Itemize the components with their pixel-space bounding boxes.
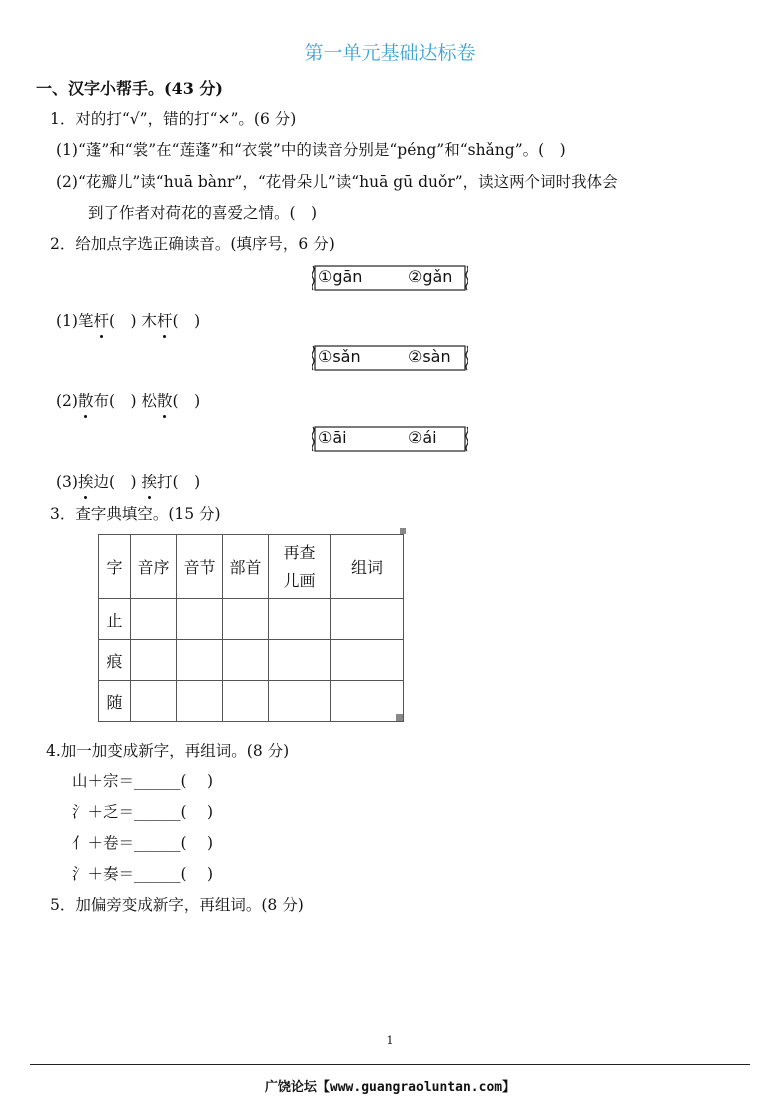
question-4-stem: 4.加一加变成新字，再组词。(8 分) [46, 742, 290, 760]
row-text: (1)笔 [56, 312, 94, 330]
dotted-char: 挨 [78, 470, 94, 492]
question-2-stem: 2．给加点字选正确读音。(填序号，6 分) [50, 235, 335, 253]
answer-cell[interactable] [269, 640, 331, 681]
row-text: 打( ) [157, 473, 201, 491]
table-row [99, 599, 404, 640]
answer-cell[interactable] [269, 599, 331, 640]
pinyin-option-box [312, 343, 468, 373]
answer-cell[interactable] [131, 599, 177, 640]
question-4-line: 氵＋乏＝______( ) [72, 803, 214, 821]
table-cell-char: 止 [99, 599, 131, 640]
question-2-row-2 [56, 389, 200, 411]
footer-link[interactable]: www.guangraoluntan.com [329, 1080, 503, 1095]
answer-cell[interactable] [177, 681, 223, 722]
answer-cell[interactable] [131, 640, 177, 681]
header-strokes [269, 535, 331, 599]
dotted-char: 杆 [93, 309, 109, 331]
pinyin-option-box [312, 263, 468, 293]
table-header-row [99, 535, 404, 599]
answer-cell[interactable] [331, 599, 404, 640]
page-title: 第一单元基础达标卷 [304, 42, 476, 64]
section-heading: 一、汉字小帮手。(43 分) [36, 79, 223, 98]
answer-cell[interactable] [331, 640, 404, 681]
answer-cell[interactable] [223, 640, 269, 681]
pinyin-option-1: ①gān [318, 267, 363, 286]
row-text: ( ) [172, 312, 201, 330]
table-resize-handle[interactable] [396, 714, 403, 721]
answer-cell[interactable] [177, 599, 223, 640]
question-1-item-1: (1)“蓬”和“裳”在“莲蓬”和“衣裳”中的读音分别是“péng”和“shǎng”。( ) [56, 141, 566, 159]
table-cell-char: 随 [99, 681, 131, 722]
dotted-char: 杆 [157, 309, 173, 331]
header-phonetic-order: 音序 [131, 535, 177, 599]
answer-cell[interactable] [331, 681, 404, 722]
answer-cell[interactable] [223, 599, 269, 640]
header-strokes-line-1: 再查 [283, 542, 316, 562]
question-5-stem: 5．加偏旁变成新字，再组词。(8 分) [50, 896, 304, 914]
footer-divider [30, 1064, 750, 1065]
header-words: 组词 [331, 535, 404, 599]
footer-label: 广饶论坛【 [264, 1080, 330, 1095]
question-3-stem: 3．查字典填空。(15 分) [50, 505, 221, 523]
table-cell-char: 痕 [99, 640, 131, 681]
row-text: ( ) [172, 392, 201, 410]
footer [0, 1076, 780, 1095]
table-row [99, 640, 404, 681]
pinyin-option-2: ②ái [408, 428, 437, 447]
dictionary-table [98, 534, 404, 722]
page-number: 1 [386, 1034, 394, 1047]
pinyin-option-1: ①sǎn [318, 347, 361, 366]
answer-cell[interactable] [269, 681, 331, 722]
dotted-char: 散 [78, 389, 94, 411]
question-4-line: 山＋宗＝______( ) [72, 772, 214, 790]
row-text: 布( ) 松 [93, 392, 158, 410]
footer-bracket: 】 [502, 1080, 516, 1095]
dotted-char: 挨 [142, 470, 158, 492]
question-2-row-3 [56, 470, 200, 492]
header-syllable: 音节 [177, 535, 223, 599]
pinyin-option-box [312, 424, 468, 454]
pinyin-option-1: ①āi [318, 428, 347, 447]
question-4-line: 亻＋卷＝______( ) [72, 834, 214, 852]
question-4-line: 氵＋奏＝______( ) [72, 865, 214, 883]
row-text: 边( ) [93, 473, 142, 491]
pinyin-option-2: ②gǎn [408, 267, 453, 286]
table-row [99, 681, 404, 722]
question-1-stem: 1．对的打“√”，错的打“×”。(6 分) [50, 110, 297, 128]
dotted-char: 散 [157, 389, 173, 411]
pinyin-option-2: ②sàn [408, 347, 451, 366]
table-resize-handle[interactable] [400, 528, 406, 534]
header-strokes-line-2: 儿画 [283, 570, 316, 590]
answer-cell[interactable] [131, 681, 177, 722]
question-1-item-2-line-2: 到了作者对荷花的喜爱之情。( ) [88, 204, 318, 222]
answer-cell[interactable] [223, 681, 269, 722]
header-radical: 部首 [223, 535, 269, 599]
answer-cell[interactable] [177, 640, 223, 681]
row-text: (2) [56, 392, 78, 410]
header-char: 字 [99, 535, 131, 599]
question-1-item-2-line-1: (2)“花瓣儿”读“huā bànr”，“花骨朵儿”读“huā gū duǒr”，读这两个词时我体会 [56, 173, 618, 191]
row-text: (3) [56, 473, 78, 491]
row-text: ( ) 木 [108, 312, 158, 330]
question-2-row-1 [56, 309, 200, 331]
